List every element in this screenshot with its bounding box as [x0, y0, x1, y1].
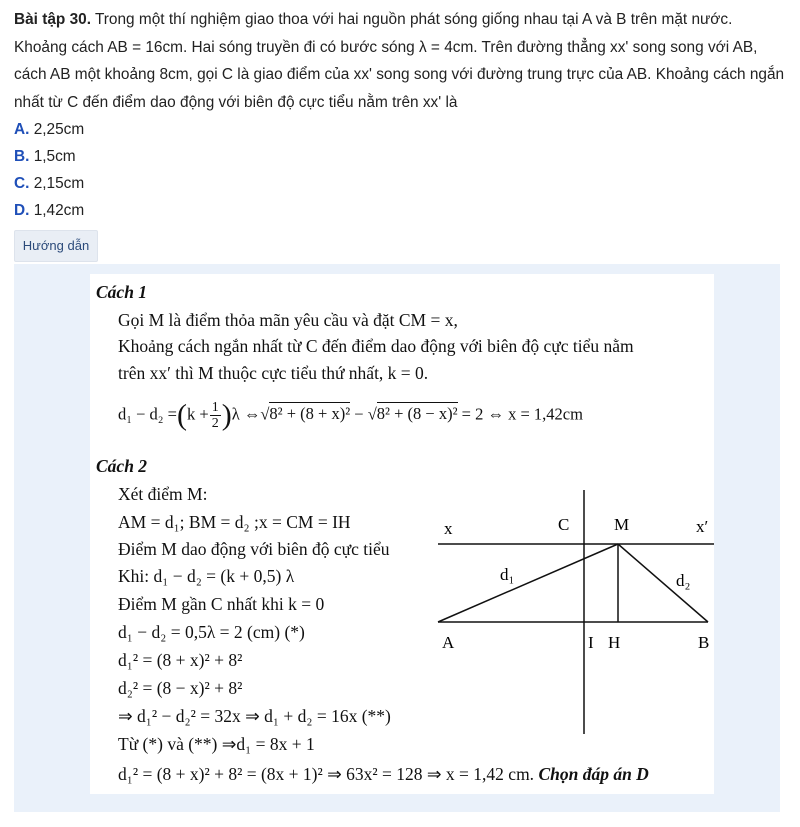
- cach2-line: d₁² = (8 + x)² + 8²: [118, 650, 243, 670]
- cach2-line: Khi: d₁ − d₂ = (k + 0,5) λ: [118, 566, 295, 586]
- formula-rhs: = 2 ⇔ x = 1,42cm: [461, 404, 583, 424]
- cach2-line: d₁ − d₂ = 0,5λ = 2 (cm) (*): [118, 622, 305, 642]
- option-a-letter: A.: [14, 121, 30, 138]
- formula-frac-den: 2: [211, 416, 219, 431]
- formula-frac-num: 1: [211, 400, 219, 415]
- sqrt-sign-2: √: [367, 404, 377, 424]
- formula-paren-close: ): [221, 398, 232, 432]
- formula-minus: −: [354, 404, 364, 424]
- option-c-letter: C.: [14, 175, 30, 192]
- interference-diagram: [428, 484, 714, 744]
- diagram-label-h: H: [608, 633, 621, 652]
- option-b[interactable]: [14, 143, 84, 170]
- final-equation: d₁² = (8 + x)² + 8² = (8x + 1)² ⇒ 63x² = 128 ⇒ x = 1,42 cm.: [118, 764, 535, 784]
- cach2-line: d₂² = (8 − x)² + 8²: [118, 678, 243, 698]
- problem-statement: [14, 6, 786, 116]
- hint-button[interactable]: Hướng dẫn: [14, 230, 98, 262]
- option-a[interactable]: [14, 116, 84, 143]
- formula-sqrt2: 8² + (8 − x)²: [376, 404, 458, 424]
- diagram-label-i: I: [588, 633, 594, 652]
- cach2-line: ⇒ d₁² − d₂² = 32x ⇒ d₁ + d₂ = 16x (**): [118, 706, 391, 726]
- cach2-title: Cách 2: [96, 456, 148, 476]
- formula-lambda: λ ⇔: [231, 404, 261, 424]
- cach1-line3: trên xx′ thì M thuộc cực tiểu thứ nhất, k = 0.: [118, 363, 429, 383]
- formula-sqrt1: 8² + (8 + x)²: [269, 404, 351, 424]
- solution-image: [90, 274, 714, 794]
- diagram-label-b: B: [698, 633, 710, 652]
- formula-fraction: [210, 400, 221, 431]
- segment-bm: [618, 544, 708, 622]
- diagram-label-x: x: [444, 519, 453, 538]
- cach1-title: Cách 1: [96, 282, 148, 302]
- formula-lhs: d₁ − d₂ =: [118, 404, 177, 424]
- option-c-text: 2,15cm: [33, 175, 85, 192]
- formula-paren-open: (: [177, 398, 187, 432]
- cach2-line: Xét điểm M:: [118, 484, 208, 504]
- diagram-label-c: C: [558, 515, 570, 534]
- formula-k: k +: [187, 404, 209, 424]
- option-c[interactable]: [14, 170, 84, 197]
- problem-title: Bài tập 30.: [14, 11, 91, 28]
- option-d-letter: D.: [14, 202, 30, 219]
- sqrt-sign-1: √: [260, 404, 270, 424]
- option-d-text: 1,42cm: [33, 202, 85, 219]
- option-b-text: 1,5cm: [33, 148, 76, 165]
- answer-options: [14, 116, 84, 224]
- segment-am: [438, 544, 618, 622]
- cach2-line: Từ (*) và (**) ⇒d₁ = 8x + 1: [118, 734, 315, 754]
- cach1-formula: [118, 400, 583, 431]
- diagram-label-a: A: [442, 633, 455, 652]
- option-a-text: 2,25cm: [33, 121, 85, 138]
- option-b-letter: B.: [14, 148, 30, 165]
- diagram-label-d1: d₁: [500, 565, 515, 584]
- cach1-line2: Khoảng cách ngắn nhất từ C đến điểm dao động với biên độ cực tiểu nằm: [118, 336, 634, 356]
- diagram-label-d2: d₂: [676, 571, 691, 590]
- cach2-line: AM = d₁; BM = d₂ ;x = CM = IH: [118, 512, 351, 532]
- cach2-line: Điểm M dao động với biên độ cực tiểu: [118, 539, 390, 559]
- solution-panel: [14, 264, 780, 812]
- cach1-line1: Gọi M là điểm thỏa mãn yêu cầu và đặt CM = x,: [118, 310, 458, 330]
- final-line: [118, 764, 649, 785]
- final-answer: Chọn đáp án D: [538, 764, 649, 784]
- diagram-label-x-prime: x′: [696, 517, 709, 536]
- cach2-line: Điểm M gần C nhất khi k = 0: [118, 594, 325, 614]
- option-d[interactable]: [14, 197, 84, 224]
- diagram-label-m: M: [614, 515, 630, 534]
- problem-text: Trong một thí nghiệm giao thoa với hai nguồn phát sóng giống nhau tại A và B trên mặt nước. Khoảng cách AB = 16cm. Hai sóng truyền đi có bước sóng λ = 4cm. Trên đường thẳng xx' song song với AB, cách AB một khoảng 8cm, gọi C là giao điểm của xx' song song với đường trung trực của AB. Khoảng cách ngắn nhất từ C đến điểm dao động với biên độ cực tiểu nằm trên xx' là: [14, 11, 785, 111]
